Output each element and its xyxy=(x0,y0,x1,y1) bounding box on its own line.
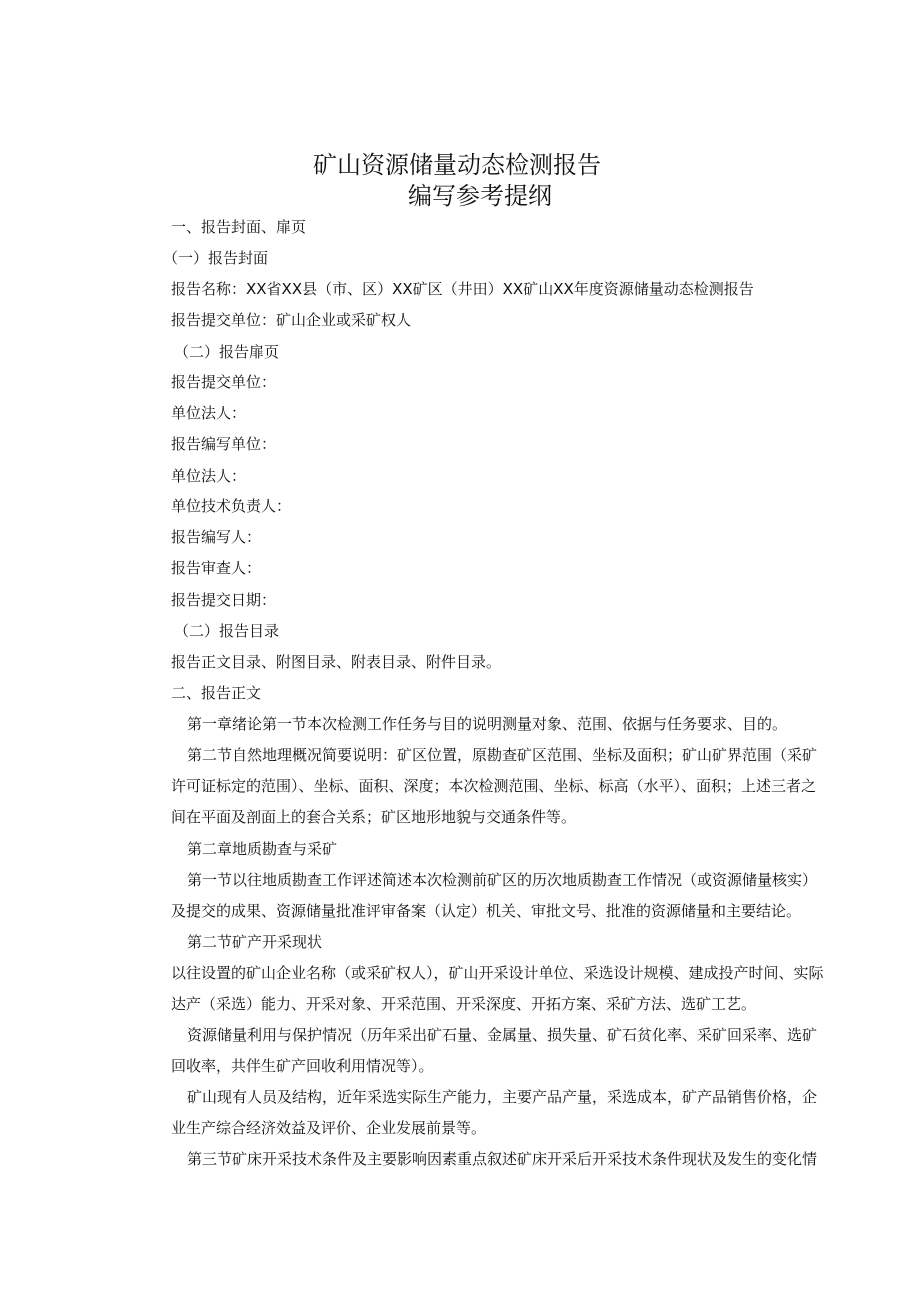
field-label: 报告编写人： xyxy=(171,528,262,546)
chapter-heading: 第二章地质勘查与采矿 xyxy=(187,840,338,858)
subsection-heading: （二）报告目录 xyxy=(174,622,280,640)
paragraph-line: 报告正文目录、附图目录、附表目录、附件目录。 xyxy=(171,653,502,671)
paragraph-line: 第三节矿床开采技术条件及主要影响因素重点叙述矿床开采后开采技术条件现状及发生的变化情 xyxy=(187,1150,818,1168)
paragraph-line: 第一章绪论第一节本次检测工作任务与目的说明测量对象、范围、依据与任务要求、目的。 xyxy=(187,715,788,733)
field-label: 单位法人： xyxy=(171,404,247,422)
subsection-heading: （一）报告封面 xyxy=(163,249,269,267)
document-title: 矿山资源储量动态检测报告 xyxy=(313,151,601,179)
field-label: 报告提交日期： xyxy=(171,591,277,609)
report-name-line: 报告名称：XX省XX县（市、区）XX矿区（井田）XX矿山XX年度资源储量动态检测报告 xyxy=(171,280,754,298)
field-label: 报告编写单位： xyxy=(171,435,277,453)
paragraph-line: 资源储量利用与保护情况（历年采出矿石量、金属量、损失量、矿石贫化率、采矿回采率、选矿 xyxy=(187,1026,818,1044)
submitter-line: 报告提交单位：矿山企业或采矿权人 xyxy=(171,311,412,329)
paragraph-line: 业生产综合经济效益及评价、企业发展前景等。 xyxy=(171,1119,487,1137)
field-label: 报告审查人： xyxy=(171,559,262,577)
paragraph-line: 及提交的成果、资源储量批准评审备案（认定）机关、审批文号、批准的资源储量和主要结论。 xyxy=(171,902,802,920)
section-heading: 一、报告封面、扉页 xyxy=(171,218,307,236)
paragraph-line: 回收率，共伴生矿产回收利用情况等）。 xyxy=(171,1057,434,1075)
document-subtitle: 编写参考提纲 xyxy=(408,182,552,210)
paragraph-line: 许可证标定的范围）、坐标、面积、深度；本次检测范围、坐标、标高（水平）、面积；上述三者之 xyxy=(171,777,817,795)
paragraph-line: 间在平面及剖面上的套合关系；矿区地形地貌与交通条件等。 xyxy=(171,808,577,826)
section-heading: 第二节矿产开采现状 xyxy=(187,933,323,951)
paragraph-line: 矿山现有人员及结构，近年采选实际生产能力，主要产品产量，采选成本，矿产品销售价格，企 xyxy=(187,1088,818,1106)
paragraph-line: 第二节自然地理概况简要说明：矿区位置，原勘查矿区范围、坐标及面积；矿山矿界范围（采矿 xyxy=(187,746,818,764)
paragraph-line: 以往设置的矿山企业名称（或采矿权人），矿山开采设计单位、采选设计规模、建成投产时间、实际 xyxy=(171,964,824,982)
paragraph-line: 达产（采选）能力、开采对象、开采范围、开采深度、开拓方案、采矿方法、选矿工艺。 xyxy=(171,995,757,1013)
section-heading: 二、报告正文 xyxy=(171,684,262,702)
field-label: 报告提交单位： xyxy=(171,373,277,391)
paragraph-line: 第一节以往地质勘查工作评述简述本次检测前矿区的历次地质勘查工作情况（或资源储量核实） xyxy=(187,871,818,889)
subsection-heading: （二）报告扉页 xyxy=(174,343,280,361)
field-label: 单位技术负责人： xyxy=(171,497,292,515)
field-label: 单位法人： xyxy=(171,467,247,485)
